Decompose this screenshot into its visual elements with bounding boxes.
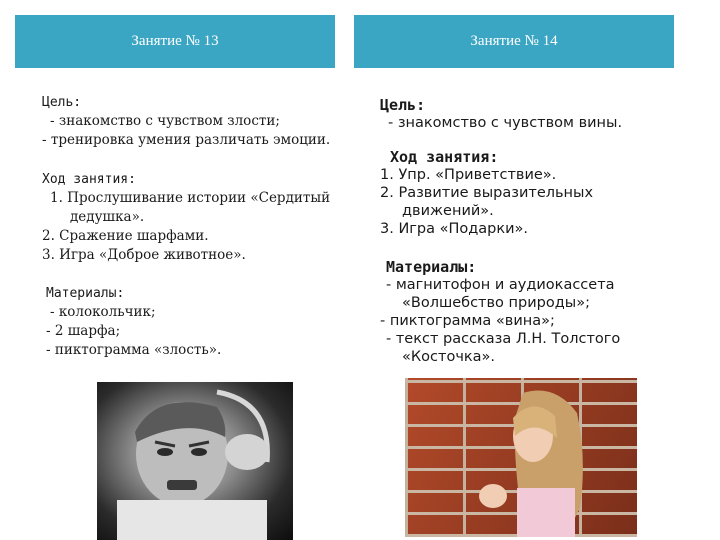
lesson-14-content bbox=[380, 96, 680, 366]
angry-boy-photo bbox=[97, 382, 293, 540]
guilty-girl-photo bbox=[405, 378, 637, 537]
lesson-13-header bbox=[15, 15, 335, 68]
goal-item: - знакомство с чувством вины. bbox=[388, 115, 623, 131]
course-item: 3. Игра «Подарки». bbox=[380, 221, 529, 237]
guilty-girl-illustration bbox=[405, 378, 637, 537]
lesson-13-title: Занятие № 13 bbox=[131, 33, 219, 49]
goal-label: Цель: bbox=[380, 96, 426, 114]
materials-label: Материалы: bbox=[386, 258, 477, 276]
course-item: 1. Прослушивание истории «Сердитый дедушка». bbox=[50, 190, 331, 225]
lesson-14-title: Занятие № 14 bbox=[470, 33, 558, 49]
materials-label: Материалы: bbox=[46, 286, 125, 301]
course-label: Ход занятия: bbox=[390, 148, 499, 166]
materials-item: - магнитофон и аудиокассета «Волшебство природы»; bbox=[386, 277, 615, 311]
course-item: 3. Игра «Доброе животное». bbox=[42, 247, 246, 263]
course-item: 2. Сражение шарфами. bbox=[42, 228, 209, 244]
course-label: Ход занятия: bbox=[42, 172, 136, 187]
materials-item: - пиктограмма «злость». bbox=[46, 342, 222, 358]
angry-boy-illustration bbox=[97, 382, 293, 540]
goal-label: Цель: bbox=[42, 95, 82, 110]
materials-item: - пиктограмма «вина»; bbox=[380, 313, 555, 329]
goal-item: - знакомство с чувством злости; bbox=[50, 113, 280, 129]
materials-item: - 2 шарфа; bbox=[46, 323, 121, 339]
goal-item: - тренировка умения различать эмоции. bbox=[42, 132, 331, 148]
lesson-14-header bbox=[354, 15, 674, 68]
course-item: 1. Упр. «Приветствие». bbox=[380, 167, 557, 183]
materials-item: - колокольчик; bbox=[50, 304, 156, 320]
lesson-13-content bbox=[42, 93, 342, 360]
materials-item: - текст рассказа Л.Н. Толстого «Косточка». bbox=[386, 331, 621, 365]
course-item: 2. Развитие выразительных движений». bbox=[380, 185, 594, 219]
